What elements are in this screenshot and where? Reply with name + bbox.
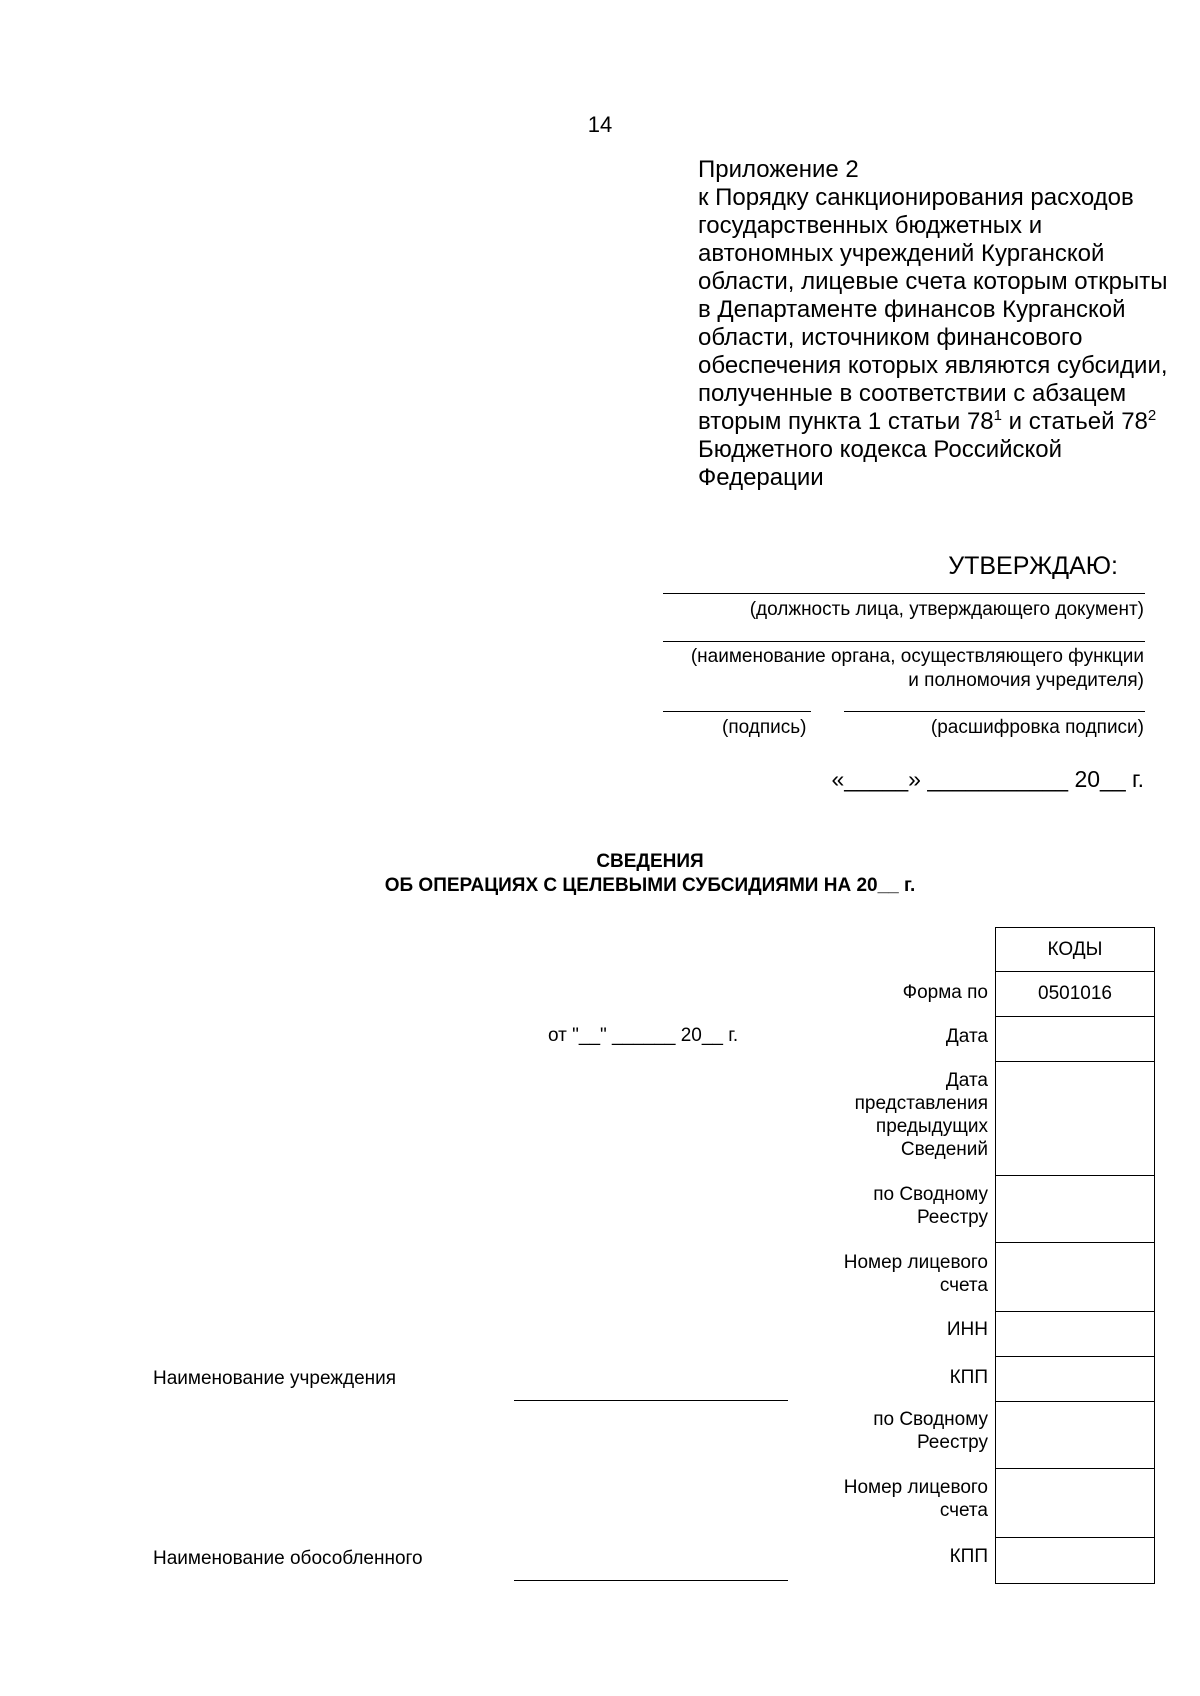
position-line bbox=[663, 593, 1145, 594]
decoding-line bbox=[844, 711, 1145, 712]
signature-caption: (подпись) bbox=[722, 717, 807, 738]
separate-line bbox=[514, 1580, 788, 1581]
codes-header: КОДЫ bbox=[996, 928, 1154, 972]
date-label: Дата bbox=[945, 1026, 988, 1047]
registry-cell-1[interactable] bbox=[996, 1176, 1154, 1243]
form-code-cell: 0501016 bbox=[996, 972, 1154, 1017]
account-label-1: Номер лицевого счета bbox=[843, 1252, 988, 1296]
document-title-1: СВЕДЕНИЯ bbox=[596, 851, 704, 872]
appendix-body: к Порядку санкционирования расходов государственных бюджетных и автономных учреждений Курганской области, лицевые счета которым открыты в Департаменте финансов Курганской области, источником финансового обеспечения которых являются субсидии, полученные в соответствии с абзацем вторым пункта 1 статьи $78^1$ и статьей $78^2$ Бюджетного кодекса Российской Федерации bbox=[698, 184, 1168, 491]
account-cell-1[interactable] bbox=[996, 1243, 1154, 1312]
date-cell[interactable] bbox=[996, 1017, 1154, 1062]
account-cell-2[interactable] bbox=[996, 1469, 1154, 1538]
codes-table bbox=[995, 927, 1155, 1584]
prev-date-label: Дата представления предыдущих Сведений bbox=[854, 1070, 988, 1160]
form-label: Форма по bbox=[902, 982, 988, 1003]
approve-title: УТВЕРЖДАЮ: bbox=[948, 552, 1118, 580]
signature-line bbox=[663, 711, 811, 712]
registry-label-2: по Сводному Реестру bbox=[873, 1409, 988, 1453]
authority-line bbox=[663, 641, 1145, 642]
registry-cell-2[interactable] bbox=[996, 1402, 1154, 1469]
prev-date-cell[interactable] bbox=[996, 1062, 1154, 1176]
decoding-caption: (расшифровка подписи) bbox=[930, 717, 1144, 738]
inn-label: ИНН bbox=[946, 1319, 988, 1340]
kpp-cell-2[interactable] bbox=[996, 1538, 1154, 1583]
authority-caption-2: и полномочия учредителя) bbox=[908, 670, 1144, 691]
page-number: 14 bbox=[587, 112, 613, 137]
kpp-cell-1[interactable] bbox=[996, 1357, 1154, 1402]
document-title-2: ОБ ОПЕРАЦИЯХ С ЦЕЛЕВЫМИ СУБСИДИЯМИ НА 20__ г. bbox=[384, 875, 916, 896]
authority-caption-1: (наименование органа, осуществляющего функции bbox=[690, 646, 1144, 667]
date-from: от "__" ______ 20__ г. bbox=[548, 1025, 739, 1046]
registry-label-1: по Сводному Реестру bbox=[873, 1184, 988, 1228]
kpp-label-1: КПП bbox=[949, 1367, 988, 1388]
account-label-2: Номер лицевого счета bbox=[843, 1477, 988, 1521]
kpp-label-2: КПП bbox=[949, 1546, 988, 1567]
appendix-block bbox=[698, 156, 1168, 492]
appendix-title: Приложение 2 bbox=[698, 156, 859, 183]
inn-cell[interactable] bbox=[996, 1312, 1154, 1357]
position-caption: (должность лица, утверждающего документ) bbox=[749, 599, 1144, 620]
institution-label: Наименование учреждения bbox=[153, 1368, 397, 1389]
separate-label: Наименование обособленного bbox=[153, 1548, 423, 1569]
institution-line bbox=[514, 1400, 788, 1401]
approval-date: «_____» ___________ 20__ г. bbox=[831, 766, 1144, 792]
